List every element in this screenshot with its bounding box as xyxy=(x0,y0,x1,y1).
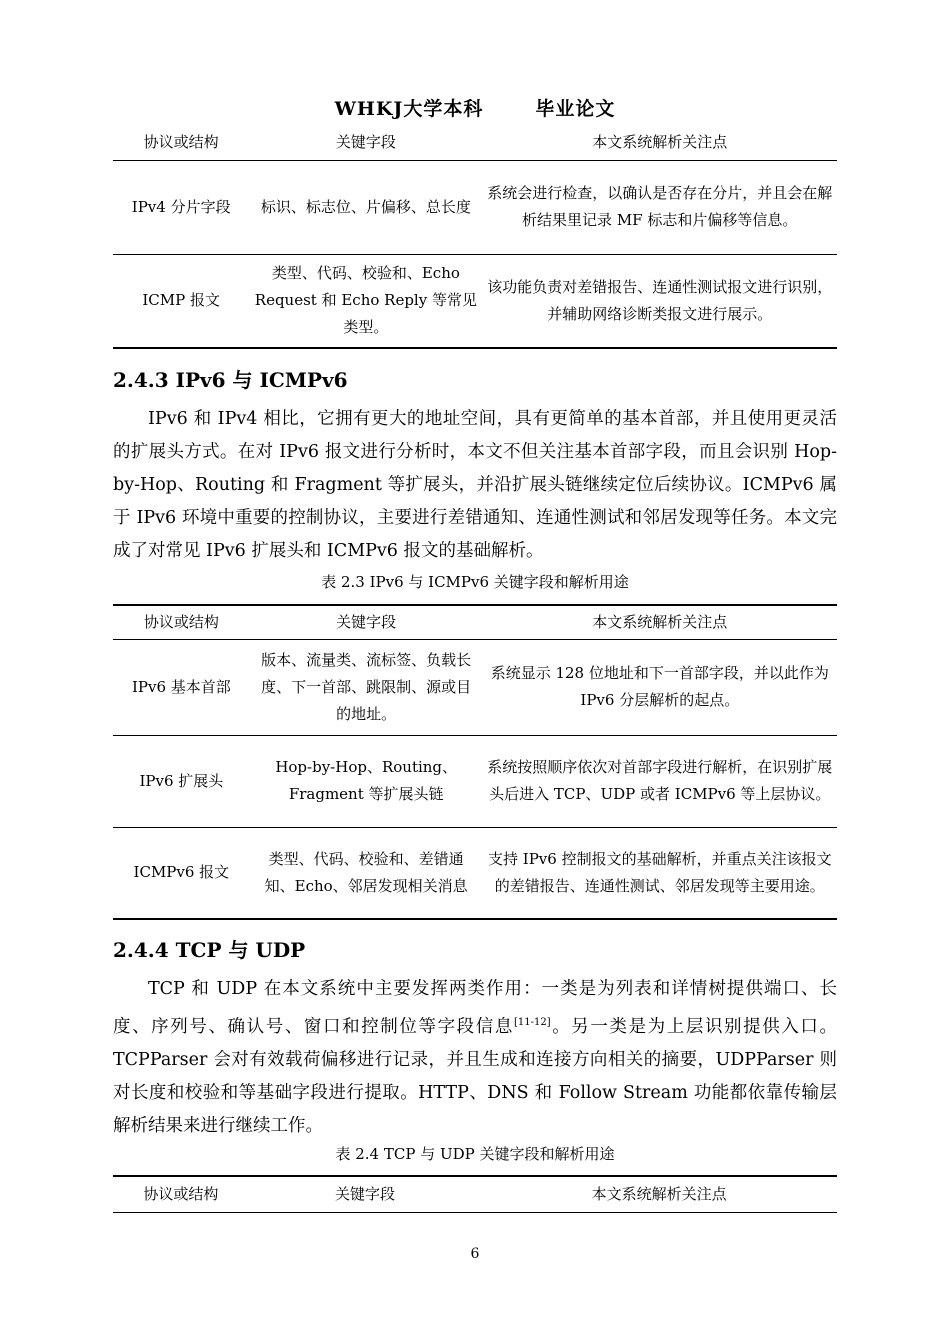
table-row xyxy=(113,827,837,919)
running-header xyxy=(0,94,950,121)
section-heading-2-4-3: 2.4.3 IPv6 与 ICMPv6 xyxy=(113,368,348,392)
table-header-cell: 协议或结构 xyxy=(113,126,249,160)
table-cell: 系统按照顺序依次对首部字段进行解析，在识别扩展头后进入 TCP、UDP 或者 ICMPv6 等上层协议。 xyxy=(483,735,837,827)
table-header-cell: 关键字段 xyxy=(249,126,482,160)
table-header-cell: 本文系统解析关注点 xyxy=(482,126,837,160)
table-header-cell: 关键字段 xyxy=(250,605,483,639)
table-row xyxy=(113,254,837,348)
paragraph-text: TCP 和 UDP 在本文系统中主要发挥两类作用：一类是为列表和详情树提供端口、长度、序列号、确认号、窗口和控制位等字段信息 xyxy=(113,979,837,1037)
table-cell: IPv6 扩展头 xyxy=(113,735,250,827)
table-header-cell: 协议或结构 xyxy=(113,1176,249,1212)
table-cell: 标识、标志位、片偏移、总长度 xyxy=(249,160,482,254)
table-cell: 版本、流量类、流标签、负载长度、下一首部、跳限制、源或目的地址。 xyxy=(250,639,483,735)
table-2-3 xyxy=(113,604,837,920)
table-header-cell: 本文系统解析关注点 xyxy=(481,1176,837,1212)
table-cell: 类型、代码、校验和、Echo Request 和 Echo Reply 等常见类型。 xyxy=(249,254,482,348)
table-cell: 系统会进行检查，以确认是否存在分片，并且会在解析结果里记录 MF 标志和片偏移等信息。 xyxy=(482,160,837,254)
table-cell: 该功能负责对差错报告、连通性测试报文进行识别，并辅助网络诊断类报文进行展示。 xyxy=(482,254,837,348)
paragraph-2-4-4 xyxy=(113,973,837,1143)
table-row xyxy=(113,160,837,254)
page-number: 6 xyxy=(470,1246,480,1262)
paragraph-text: 。另一类是为上层识别提供入口。TCPParser 会对有效载荷偏移进行记录，并且生成和连接方向相关的摘要，UDPParser 则对长度和校验和等基础字段进行提取。HTTP、DNS 和 Follow Stream 功能都依靠传输层解析结果来进行继续工作。 xyxy=(113,1016,838,1136)
table-cell: 支持 IPv6 控制报文的基础解析，并重点关注该报文的差错报告、连通性测试、邻居发现等主要用途。 xyxy=(483,827,837,919)
table-row xyxy=(113,639,837,735)
table-cell: IPv6 基本首部 xyxy=(113,639,250,735)
citation: [11-12] xyxy=(513,1017,551,1028)
table-caption-2-4: 表 2.4 TCP 与 UDP 关键字段和解析用途 xyxy=(335,1145,615,1163)
table-header-cell: 协议或结构 xyxy=(113,605,250,639)
table-caption-2-3: 表 2.3 IPv6 与 ICMPv6 关键字段和解析用途 xyxy=(321,573,629,591)
header-right: 毕业论文 xyxy=(535,98,616,120)
table-continued xyxy=(113,126,837,349)
table-row xyxy=(113,735,837,827)
table-cell: Hop-by-Hop、Routing、Fragment 等扩展头链 xyxy=(250,735,483,827)
table-2-4 xyxy=(113,1175,837,1213)
table-cell: IPv4 分片字段 xyxy=(113,160,249,254)
header-left: WHKJ大学本科 xyxy=(334,98,484,120)
table-cell: 类型、代码、校验和、差错通知、Echo、邻居发现相关消息 xyxy=(250,827,483,919)
table-cell: ICMPv6 报文 xyxy=(113,827,250,919)
section-heading-2-4-4: 2.4.4 TCP 与 UDP xyxy=(113,938,306,962)
table-header-cell: 本文系统解析关注点 xyxy=(483,605,837,639)
table-cell: 系统显示 128 位地址和下一首部字段，并以此作为 IPv6 分层解析的起点。 xyxy=(483,639,837,735)
table-cell: ICMP 报文 xyxy=(113,254,249,348)
paragraph-2-4-3: IPv6 和 IPv4 相比，它拥有更大的地址空间，具有更简单的基本首部，并且使用更灵活的扩展头方式。在对 IPv6 报文进行分析时，本文不但关注基本首部字段，而且会识别 Hop-by-Hop、Routing 和 Fragment 等扩展头，并沿扩展头链继续定位后续协议。ICMPv6 属于 IPv6 环境中重要的控制协议，主要进行差错通知、连通性测试和邻居发现等任务。本文完成了对常见 IPv6 扩展头和 ICMPv6 报文的基础解析。 xyxy=(113,409,837,561)
table-header-cell: 关键字段 xyxy=(249,1176,481,1212)
